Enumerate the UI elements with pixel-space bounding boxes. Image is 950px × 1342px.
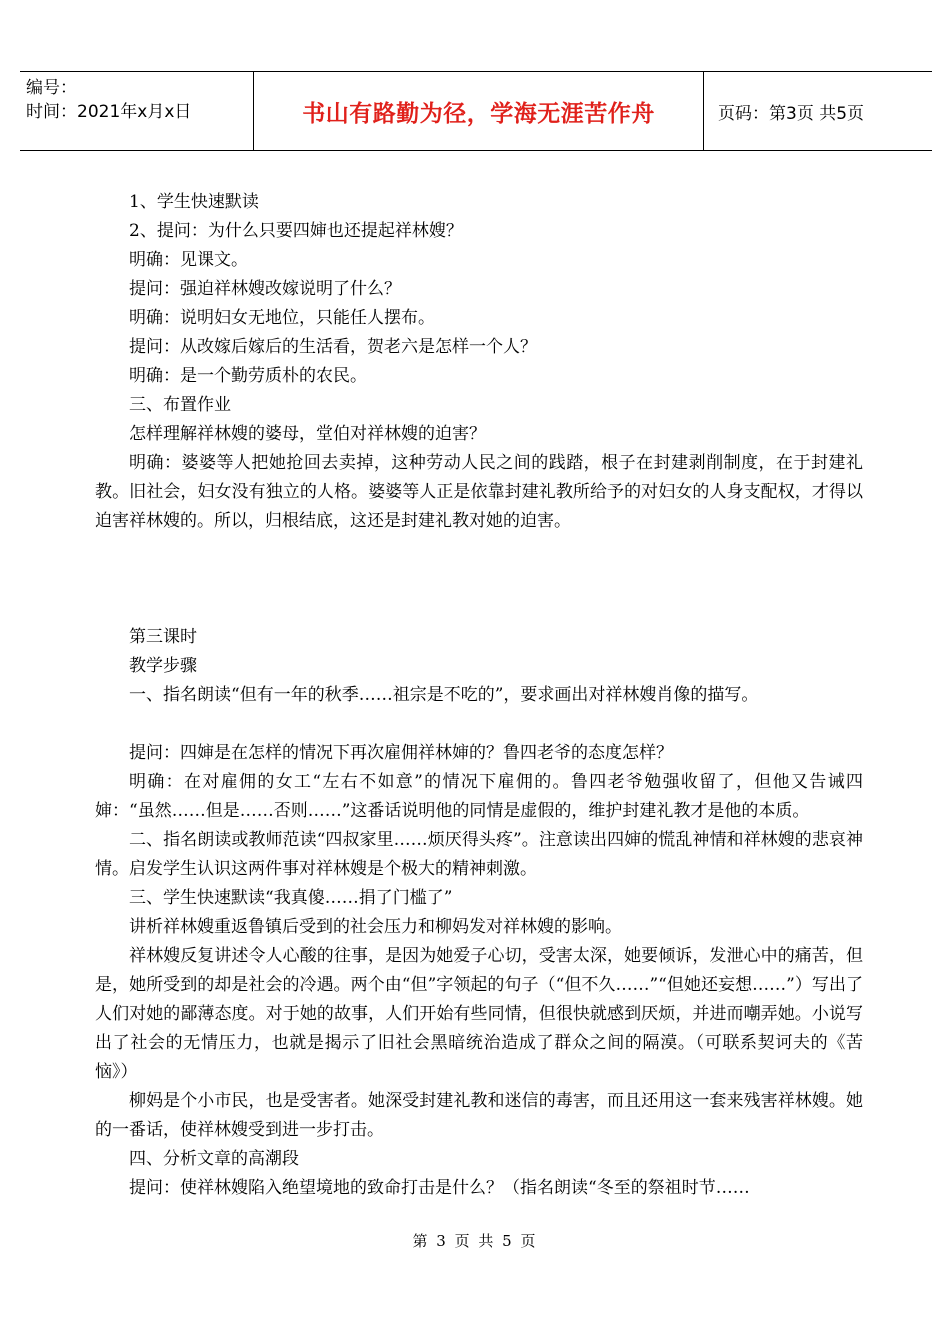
paragraph: 提问：四婶是在怎样的情况下再次雇佣祥林婶的？鲁四老爷的态度怎样？ bbox=[129, 743, 673, 763]
header-page-cell bbox=[704, 72, 932, 150]
paragraph: 一、指名朗读“但有一年的秋季……祖宗是不吃的”，要求画出对祥林嫂肖像的描写。 bbox=[129, 685, 759, 705]
header-page-info: 页码：第3页 共5页 bbox=[718, 103, 865, 124]
page-footer bbox=[0, 1230, 950, 1251]
body-section-2 bbox=[95, 623, 863, 710]
paragraph: 提问：使祥林嫂陷入绝望境地的致命打击是什么？（指名朗读“冬至的祭祖时节…… bbox=[129, 1178, 750, 1198]
paragraph: 明确：是一个勤劳质朴的农民。 bbox=[129, 366, 367, 386]
paragraph: 柳妈是个小市民，也是受害者。她深受封建礼教和迷信的毒害，而且还用这一套来残害祥林嫂。她的一番话，使祥林嫂受到进一步打击。 bbox=[95, 1091, 863, 1140]
body-section-3 bbox=[95, 739, 863, 1203]
header-motto: 书山有路勤为径，学海无涯苦作舟 bbox=[302, 100, 655, 127]
document-number-label: 编号： bbox=[26, 78, 77, 98]
paragraph: 祥林嫂反复讲述令人心酸的往事，是因为她爱子心切，受害太深，她要倾诉，发泄心中的痛苦，但是，她所受到的却是社会的冷遇。两个由“但”字领起的句子（“但不久……”“但她还妄想……”）写出了人们对她的鄙薄态度。对于她的故事，人们开始有些同情，但很快就感到厌烦，并进而嘲弄她。小说写出了社会的无情压力，也就是揭示了旧社会黑暗统治造成了群众之间的隔漠。（可联系契诃夫的《苦恼》） bbox=[95, 946, 863, 1082]
paragraph: 明确：在对雇佣的女工“左右不如意”的情况下雇佣的。鲁四老爷勉强收留了，但他又告诫四婶：“虽然……但是……否则……”这番话说明他的同情是虚假的，维护封建礼教才是他的本质。 bbox=[95, 772, 863, 821]
subheading: 教学步骤 bbox=[129, 656, 197, 676]
paragraph: 明确：见课文。 bbox=[129, 250, 248, 270]
document-time-label: 时间：2021年x月x日 bbox=[26, 102, 192, 122]
paragraph: 提问：从改嫁后嫁后的生活看，贺老六是怎样一个人？ bbox=[129, 337, 537, 357]
paragraph: 2、提问：为什么只要四婶也还提起祥林嫂？ bbox=[129, 221, 463, 241]
header-motto-cell bbox=[254, 72, 704, 150]
paragraph: 1、学生快速默读 bbox=[129, 192, 259, 212]
paragraph: 三、学生快速默读“我真傻……捐了门槛了” bbox=[129, 888, 453, 908]
header-meta-cell bbox=[20, 72, 254, 150]
section-heading: 四、分析文章的高潮段 bbox=[129, 1149, 299, 1169]
blank-space bbox=[95, 536, 863, 623]
paragraph: 讲析祥林嫂重返鲁镇后受到的社会压力和柳妈发对祥林嫂的影响。 bbox=[129, 917, 622, 937]
paragraph: 提问：强迫祥林嫂改嫁说明了什么？ bbox=[129, 279, 401, 299]
lesson-heading: 第三课时 bbox=[129, 627, 197, 647]
section-heading: 三、布置作业 bbox=[129, 395, 231, 415]
paragraph: 明确：说明妇女无地位，只能任人摆布。 bbox=[129, 308, 435, 328]
blank-line bbox=[95, 710, 863, 739]
paragraph: 二、指名朗读或教师范读“四叔家里……烦厌得头疼”。注意读出四婶的慌乱神情和祥林嫂的悲哀神情。启发学生认识这两件事对祥林嫂是个极大的精神刺激。 bbox=[95, 830, 863, 879]
document-body bbox=[95, 188, 863, 1203]
footer-page-number: 第 3 页 共 5 页 bbox=[412, 1232, 538, 1250]
paragraph: 明确：婆婆等人把她抢回去卖掉，这种劳动人民之间的践踏，根子在封建剥削制度，在于封建礼教。旧社会，妇女没有独立的人格。婆婆等人正是依靠封建礼教所给予的对妇女的人身支配权，才得以迫害祥林嫂的。所以，归根结底，这还是封建礼教对她的迫害。 bbox=[95, 453, 863, 531]
document-header bbox=[20, 71, 932, 151]
body-section-1 bbox=[95, 188, 863, 536]
paragraph: 怎样理解祥林嫂的婆母，堂伯对祥林嫂的迫害？ bbox=[129, 424, 486, 444]
